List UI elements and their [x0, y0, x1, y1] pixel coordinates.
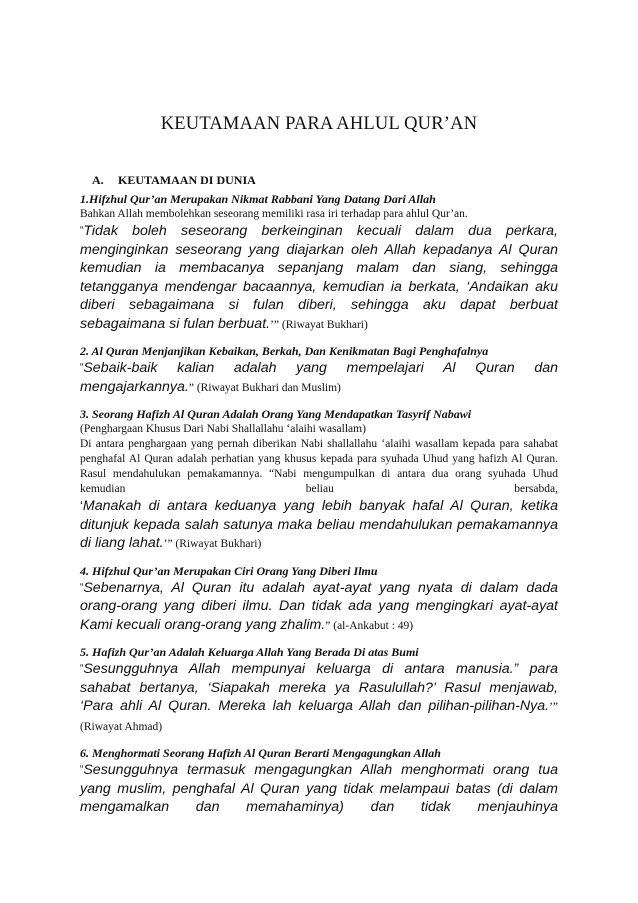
close-quote: ’” — [549, 701, 558, 713]
section-heading — [92, 173, 256, 188]
close-quote: ” — [188, 381, 194, 394]
point-1-heading: 1.Hifzhul Qur’an Merupakan Nikmat Rabbani Yang Datang Dari Allah — [80, 192, 436, 206]
open-quote: “ — [80, 362, 84, 373]
point-4-quote-paragraph — [80, 579, 558, 636]
section-label: KEUTAMAAN DI DUNIA — [118, 173, 256, 187]
point-4-source: (al-Ankabut : 49) — [330, 619, 414, 632]
document-body — [80, 192, 558, 817]
point-2-quote: Sebaik-baik kalian adalah yang mempelajari Al Quran dan mengajarkannya. — [80, 360, 558, 395]
close-quote: ’” — [163, 538, 173, 550]
page-title: KEUTAMAAN PARA AHLUL QUR’AN — [160, 114, 478, 134]
open-quote: “ — [80, 764, 84, 775]
point-1-source: (Riwayat Bukhari) — [279, 318, 368, 331]
point-3-quote-paragraph — [80, 497, 558, 554]
point-3-heading: 3. Seorang Hafizh Al Quran Adalah Orang Yang Mendapatkan Tasyrif Nabawi — [80, 407, 472, 421]
point-4-quote: Sebenarnya, Al Quran itu adalah ayat-ayat yang nyata di dalam dada orang-orang yang diberi ilmu. Dan tidak ada yang mengingkari ayat-ayat Kami kecuali orang-orang yang zhalim. — [80, 579, 558, 633]
point-4-heading: 4. Hifzhul Qur’an Merupakan Ciri Orang Yang Diberi Ilmu — [80, 563, 378, 578]
point-1-quote: Tidak boleh seseorang berkeinginan kecuali dalam dua perkara, menginginkan seseorang yang diajarkan oleh Allah kepadanya Al Quran kemudian ia membacanya sepanjang malam dan siang, sehingga tetangganya mendengar bacaannya, kemudian ia berkata, ‘Andaikan aku diberi sebagaimana si fulan diberi, sehingga aku dapat berbuat sebagaimana si fulan berbuat. — [80, 223, 558, 332]
point-3-intro-line-1: (Penghargaan Khusus Dari Nabi Shallallahu ‘alaihi wasallam) — [80, 423, 366, 435]
point-2-source: (Riwayat Bukhari dan Muslim) — [193, 381, 341, 394]
open-quote: “ — [80, 225, 84, 236]
point-6-quote-paragraph — [80, 761, 558, 817]
section-letter: A. — [92, 173, 104, 187]
point-3-quote: Manakah di antara keduanya yang lebih banyak hafal Al Quran, ketika ditunjuk kepada salah satunya maka beliau mendahulukan pemakamannya di liang lahat. — [80, 498, 558, 551]
close-quote: ’” — [270, 318, 280, 331]
open-quote: “ — [80, 581, 84, 593]
point-3-source: (Riwayat Bukhari) — [172, 538, 262, 550]
point-3-intro-paragraph: Di antara penghargaan yang pernah diberikan Nabi shallallahu ‘alaihi wasallam kepada para sahabat penghafal Al Quran adalah perhatian yang khusus kepada para syuhada Uhud yang hafizh Al Quran. Rasul mendahulukan pemakamannya. “Nabi mengumpulkan di antara dua orang syuhada Uhud kemudian beliau bersabda, — [80, 438, 558, 495]
point-5-quote: Sesungguhnya Allah mempunyai keluarga di antara manusia.” para sahabat bertanya, ‘Siapakah mereka ya Rasulullah?’ Rasul menjawab, ‘Para ahli Al Quran. Mereka lah keluarga Allah dan pilihan-pilihan-Nya. — [80, 661, 558, 714]
point-1-quote-paragraph — [80, 222, 558, 334]
point-5-heading: 5. Hafizh Qur’an Adalah Keluarga Allah Yang Berada Di atas Bumi — [80, 645, 419, 659]
point-1-intro: Bahkan Allah membolehkan seseorang memiliki rasa iri terhadap para ahlul Qur’an. — [80, 208, 468, 220]
point-2-heading: 2. Al Quran Menjanjikan Kebaikan, Berkah, Dan Kenikmatan Bagi Penghafalnya — [80, 344, 489, 358]
point-6-heading: 6. Menghormati Seorang Hafizh Al Quran Berarti Mengagungkan Allah — [80, 746, 441, 760]
point-6-quote: Sesungguhnya termasuk mengagungkan Allah menghormati orang tua yang muslim, penghafal Al Quran yang tidak melampaui batas (di dalam mengamalkan dan memahaminya) dan tidak menjauhinya — [80, 762, 558, 815]
close-quote: ” — [325, 619, 331, 632]
point-5-quote-paragraph — [80, 660, 558, 736]
point-5-source: (Riwayat Ahmad) — [80, 720, 163, 733]
open-quote: ‘ — [80, 498, 83, 513]
point-2-quote-paragraph — [80, 359, 558, 397]
open-quote: “ — [80, 663, 84, 674]
